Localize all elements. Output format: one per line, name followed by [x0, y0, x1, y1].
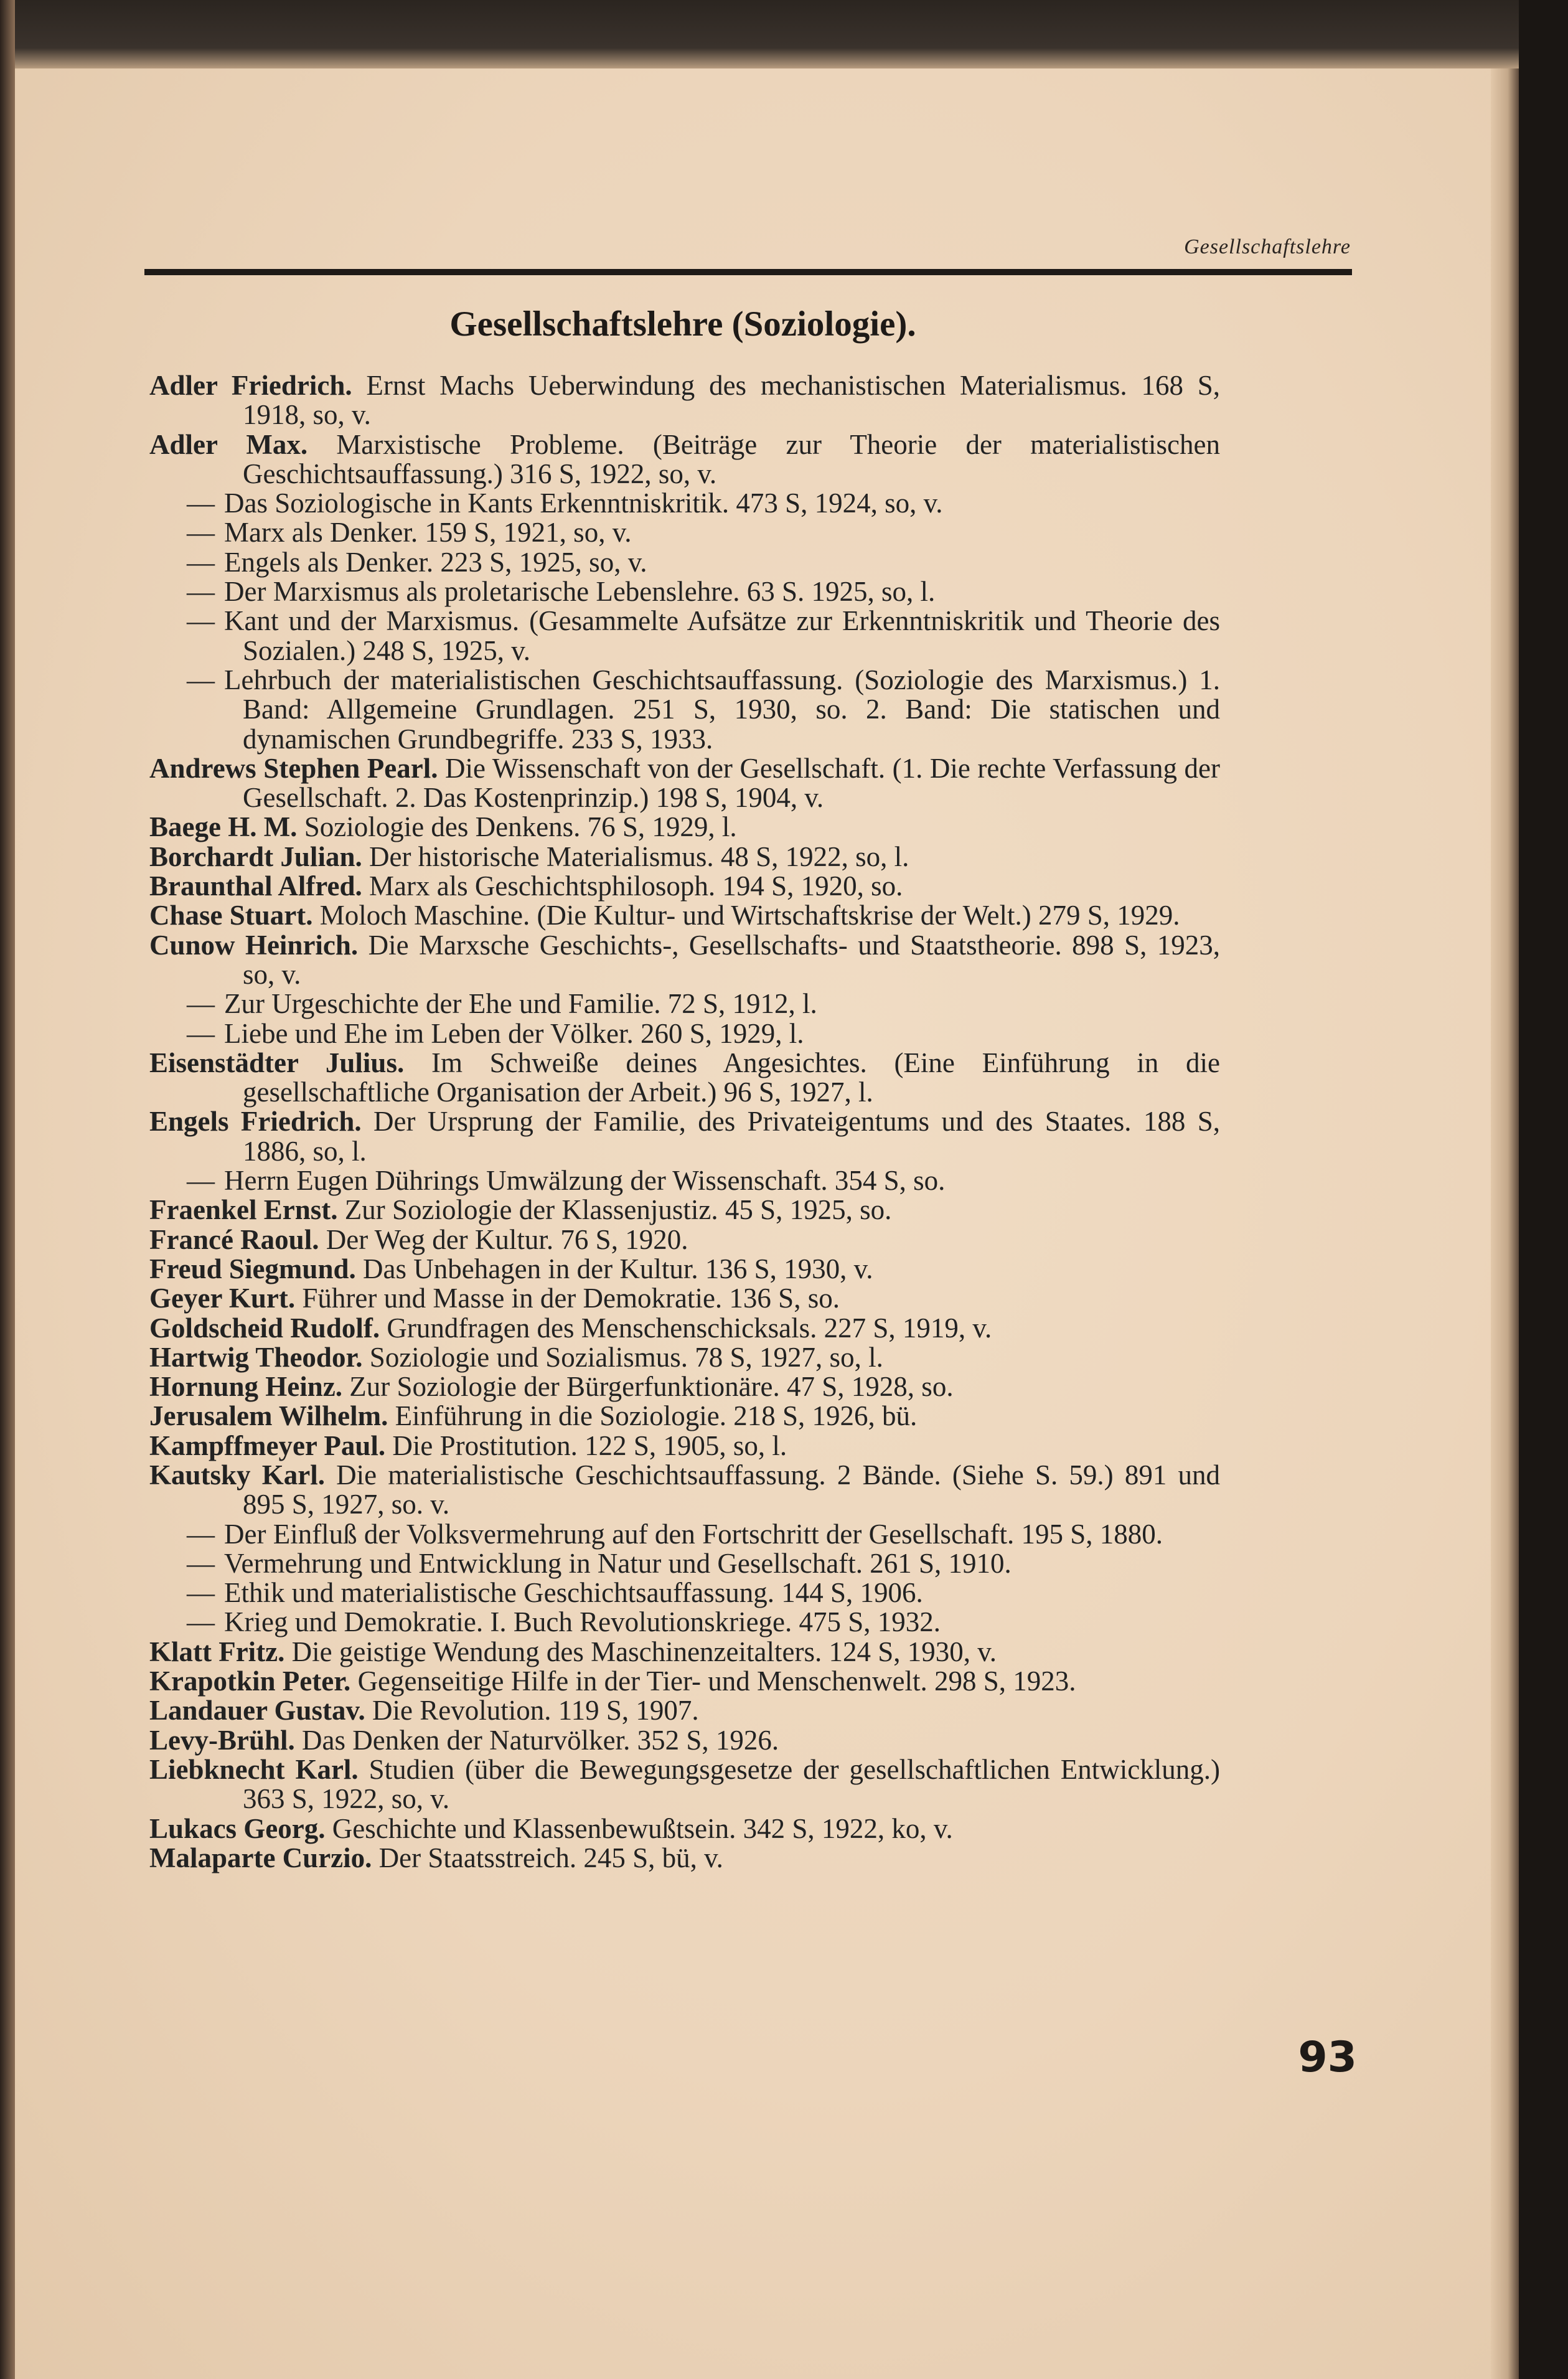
- list-item: [149, 371, 1220, 430]
- entry-text: Lehrbuch der materialistischen Geschichtsauffassung. (Soziologie des Marxismus.) 1. Band: Allgemeine Grundlagen. 251 S, 1930, so. 2. Band: Die statischen und dynamischen Grundbegriffe. 233 S, 1933.: [224, 664, 1220, 755]
- entry-text: Gegenseitige Hilfe in der Tier- und Menschenwelt. 298 S, 1923.: [357, 1665, 1076, 1697]
- entry-text: Geschichte und Klassenbewußtsein. 342 S, 1922, ko, v.: [332, 1812, 953, 1844]
- entry-text: Im Schweiße deines Angesichtes. (Eine Einführung in die gesellschaftliche Organisation der Arbeit.) 96 S, 1927, l.: [243, 1047, 1221, 1108]
- list-item: [149, 813, 1220, 842]
- list-item: [149, 1755, 1220, 1814]
- list-item: [149, 489, 1220, 518]
- entry-author: Baege H. M.: [149, 811, 298, 843]
- entry-dash: —: [187, 576, 215, 608]
- entry-text: Das Soziologische in Kants Erkenntniskritik. 473 S, 1924, so, v.: [224, 488, 943, 519]
- entry-author: Engels Friedrich.: [149, 1106, 362, 1138]
- list-item: [149, 1107, 1220, 1166]
- entry-text: Soziologie des Denkens. 76 S, 1929, l.: [304, 811, 737, 843]
- entry-text: Der Weg der Kultur. 76 S, 1920.: [326, 1223, 688, 1255]
- list-item: [149, 606, 1220, 666]
- entry-text: Krieg und Demokratie. I. Buch Revolutionskriege. 475 S, 1932.: [224, 1606, 941, 1638]
- header-rule: [144, 269, 1352, 275]
- list-item: [149, 1166, 1220, 1195]
- entry-text: Einführung in die Soziologie. 218 S, 1926, bü.: [395, 1400, 918, 1432]
- list-item: [149, 1048, 1220, 1108]
- entry-dash: —: [187, 546, 215, 578]
- entry-dash: —: [187, 1518, 215, 1550]
- page-gutter: [0, 0, 15, 2379]
- entry-text: Der Ursprung der Familie, des Privateigentums und des Staates. 188 S, 1886, so, l.: [243, 1106, 1221, 1167]
- entry-text: Kant und der Marxismus. (Gesammelte Aufsätze zur Erkenntniskritik und Theorie des Sozialen.) 248 S, 1925, v.: [224, 605, 1220, 666]
- entry-author: Braunthal Alfred.: [149, 870, 362, 902]
- entry-text: Zur Urgeschichte der Ehe und Familie. 72 S, 1912, l.: [224, 988, 817, 1020]
- entry-dash: —: [187, 1017, 215, 1049]
- section-heading: Gesellschaftslehre (Soziologie).: [449, 304, 916, 344]
- list-item: [149, 931, 1220, 990]
- list-item: [149, 1637, 1220, 1667]
- entry-author: Cunow Heinrich.: [149, 929, 359, 961]
- entry-author: Hornung Heinz.: [149, 1371, 343, 1403]
- entry-author: Borchardt Julian.: [149, 841, 362, 872]
- entry-author: Krapotkin Peter.: [149, 1665, 351, 1697]
- entry-text: Das Denken der Naturvölker. 352 S, 1926.: [302, 1724, 779, 1756]
- entry-text: Marxistische Probleme. (Beiträge zur Theorie der materialistischen Geschichtsauffassung.) 316 S, 1922, so, v.: [243, 428, 1220, 489]
- list-item: [149, 989, 1220, 1019]
- list-item: [149, 1549, 1220, 1578]
- entry-dash: —: [187, 488, 215, 519]
- list-item: [149, 1578, 1220, 1608]
- entry-author: Francé Raoul.: [149, 1223, 319, 1255]
- entry-author: Kautsky Karl.: [149, 1459, 325, 1491]
- entry-text: Der historische Materialismus. 48 S, 1922, so, l.: [369, 841, 909, 872]
- entry-author: Freud Siegmund.: [149, 1253, 356, 1284]
- list-item: [149, 1314, 1220, 1343]
- entry-author: Fraenkel Ernst.: [149, 1194, 338, 1226]
- entry-text: Zur Soziologie der Klassenjustiz. 45 S, 1925, so.: [344, 1194, 892, 1226]
- entry-dash: —: [187, 605, 215, 637]
- entry-author: Kampffmeyer Paul.: [149, 1430, 386, 1461]
- list-item: [149, 1343, 1220, 1372]
- page-number: 93: [1298, 2033, 1357, 2082]
- entry-dash: —: [187, 988, 215, 1020]
- entry-text: Ernst Machs Ueberwindung des mechanistischen Materialismus. 168 S, 1918, so, v.: [243, 370, 1220, 431]
- entry-dash: —: [187, 1165, 215, 1197]
- entry-author: Hartwig Theodor.: [149, 1341, 363, 1373]
- list-item: [149, 577, 1220, 606]
- list-item: [149, 1255, 1220, 1284]
- entry-dash: —: [187, 664, 215, 695]
- entry-text: Liebe und Ehe im Leben der Völker. 260 S, 1929, l.: [224, 1017, 804, 1049]
- entry-text: Marx als Geschichtsphilosoph. 194 S, 1920, so.: [369, 870, 903, 902]
- entry-text: Marx als Denker. 159 S, 1921, so, v.: [224, 517, 632, 549]
- entry-author: Levy-Brühl.: [149, 1724, 295, 1756]
- list-item: [149, 872, 1220, 901]
- entry-text: Die Wissenschaft von der Gesellschaft. (1. Die rechte Verfassung der Gesellschaft. 2. Das Kostenprinzip.) 198 S, 1904, v.: [243, 752, 1221, 814]
- entry-text: Studien (über die Bewegungsgesetze der gesellschaftlichen Entwicklung.) 363 S, 1922, so, v.: [243, 1753, 1221, 1815]
- list-item: [149, 1284, 1220, 1313]
- page-edge: [1491, 68, 1519, 2379]
- entry-dash: —: [187, 1547, 215, 1579]
- entry-text: Führer und Masse in der Demokratie. 136 S, so.: [302, 1283, 840, 1314]
- list-item: [149, 1401, 1220, 1431]
- entry-author: Klatt Fritz.: [149, 1636, 285, 1667]
- list-item: [149, 901, 1220, 930]
- entry-text: Engels als Denker. 223 S, 1925, so, v.: [224, 546, 647, 578]
- entry-text: Herrn Eugen Dührings Umwälzung der Wissenschaft. 354 S, so.: [224, 1165, 946, 1197]
- entry-text: Die Prostitution. 122 S, 1905, so, l.: [392, 1430, 787, 1461]
- list-item: [149, 1844, 1220, 1873]
- entry-author: Malaparte Curzio.: [149, 1842, 372, 1873]
- entry-author: Andrews Stephen Pearl.: [149, 752, 438, 784]
- list-item: [149, 1195, 1220, 1225]
- list-item: [149, 1461, 1220, 1520]
- entry-author: Geyer Kurt.: [149, 1283, 296, 1314]
- entry-text: Die Revolution. 119 S, 1907.: [372, 1695, 699, 1727]
- list-item: [149, 1520, 1220, 1549]
- list-item: [149, 548, 1220, 577]
- list-item: [149, 1608, 1220, 1637]
- top-shadow: [0, 0, 1519, 68]
- list-item: [149, 1431, 1220, 1461]
- entry-author: Adler Friedrich.: [149, 370, 352, 401]
- entry-text: Soziologie und Sozialismus. 78 S, 1927, so, l.: [369, 1341, 883, 1373]
- entry-author: Lukacs Georg.: [149, 1812, 326, 1844]
- entry-text: Grundfragen des Menschenschicksals. 227 S, 1919, v.: [387, 1312, 992, 1344]
- list-item: [149, 518, 1220, 547]
- running-head: Gesellschaftslehre: [1184, 235, 1351, 258]
- list-item: [149, 754, 1220, 813]
- entry-author: Chase Stuart.: [149, 900, 313, 931]
- entry-text: Der Staatsstreich. 245 S, bü, v.: [378, 1842, 723, 1873]
- entry-author: Landauer Gustav.: [149, 1695, 365, 1727]
- entry-author: Goldscheid Rudolf.: [149, 1312, 380, 1344]
- list-item: [149, 842, 1220, 872]
- entry-text: Die Marxsche Geschichts-, Gesellschafts- und Staatstheorie. 898 S, 1923, so, v.: [243, 929, 1220, 990]
- entry-dash: —: [187, 517, 215, 549]
- entry-text: Die geistige Wendung des Maschinenzeitalters. 124 S, 1930, v.: [291, 1636, 997, 1667]
- entry-text: Der Marxismus als proletarische Lebenslehre. 63 S. 1925, so, l.: [224, 576, 936, 608]
- entry-author: Eisenstädter Julius.: [149, 1047, 405, 1078]
- entry-text: Zur Soziologie der Bürgerfunktionäre. 47 S, 1928, so.: [349, 1371, 954, 1403]
- entry-text: Die materialistische Geschichtsauffassung. 2 Bände. (Siehe S. 59.) 891 und 895 S, 1927, so. v.: [243, 1459, 1220, 1520]
- list-item: [149, 1696, 1220, 1725]
- entry-author: Jerusalem Wilhelm.: [149, 1400, 388, 1432]
- list-item: [149, 1814, 1220, 1844]
- entry-dash: —: [187, 1577, 215, 1609]
- bibliography-list: [149, 371, 1220, 1873]
- entry-text: Ethik und materialistische Geschichtsauffassung. 144 S, 1906.: [224, 1577, 923, 1609]
- list-item: [149, 1225, 1220, 1255]
- entry-dash: —: [187, 1606, 215, 1638]
- list-item: [149, 1372, 1220, 1401]
- list-item: [149, 430, 1220, 489]
- entry-text: Der Einfluß der Volksvermehrung auf den Fortschritt der Gesellschaft. 195 S, 1880.: [224, 1518, 1163, 1550]
- entry-text: Vermehrung und Entwicklung in Natur und Gesellschaft. 261 S, 1910.: [224, 1547, 1012, 1579]
- list-item: [149, 1667, 1220, 1696]
- entry-text: Das Unbehagen in der Kultur. 136 S, 1930, v.: [363, 1253, 873, 1284]
- entry-author: Adler Max.: [149, 428, 308, 460]
- list-item: [149, 666, 1220, 754]
- list-item: [149, 1019, 1220, 1048]
- list-item: [149, 1726, 1220, 1755]
- entry-text: Moloch Maschine. (Die Kultur- und Wirtschaftskrise der Welt.) 279 S, 1929.: [319, 900, 1180, 931]
- entry-author: Liebknecht Karl.: [149, 1753, 359, 1785]
